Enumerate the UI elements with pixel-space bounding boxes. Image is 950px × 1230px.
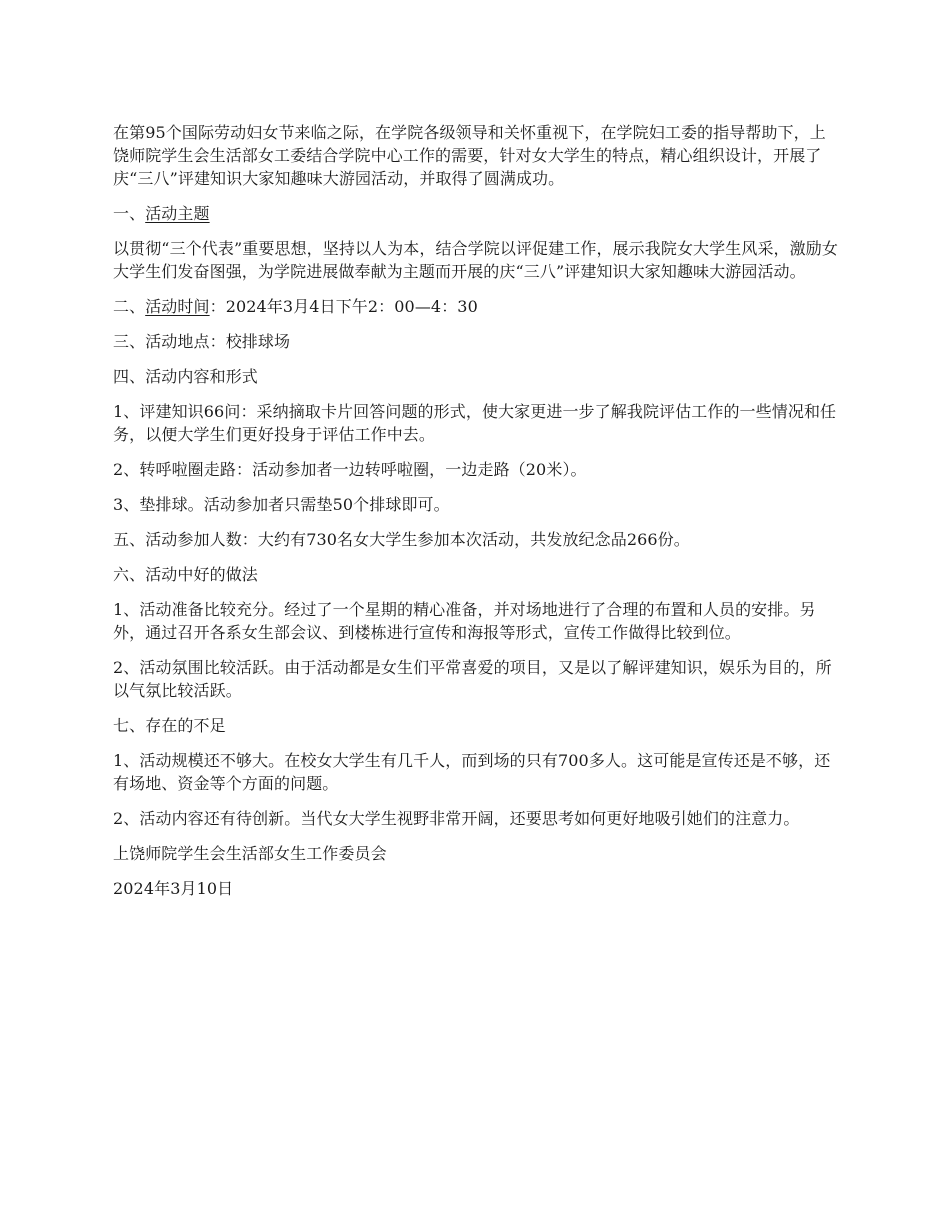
section-4-item-3: 3、垫排球。活动参加者只需垫50个排球即可。 (113, 495, 450, 514)
section-1-body: 以贯彻“三个代表”重要思想，坚持以人为本，结合学院以评促建工作，展示我院女大学生风采，激励女大学生们发奋图强，为学院进展做奉献为主题而开展的庆“三八”评建知识大家知趣味大游园活动。 (113, 239, 838, 281)
section-4-heading: 四、活动内容和形式 (113, 367, 258, 386)
section-1-title: 活动主题 (145, 204, 210, 223)
section-7-item-1: 1、活动规模还不够大。在校女大学生有几千人，而到场的只有700多人。这可能是宣传还是不够，还有场地、资金等个方面的问题。 (113, 751, 831, 793)
section-4-item-2: 2、转呼啦圈走路：活动参加者一边转呼啦圈，一边走路（20米）。 (113, 460, 587, 479)
date: 2024年3月10日 (113, 879, 234, 898)
intro-paragraph: 在第95个国际劳动妇女节来临之际，在学院各级领导和关怀重视下，在学院妇工委的指导帮助下，上饶师院学生会生活部女工委结合学院中心工作的需要，针对女大学生的特点，精心组织设计，开展了庆“三八”评建知识大家知趣味大游园活动，并取得了圆满成功。 (113, 123, 826, 188)
section-1-prefix: 一、 (113, 204, 146, 223)
section-6-item-2: 2、活动氛围比较活跃。由于活动都是女生们平常喜爱的项目，又是以了解评建知识，娱乐为目的，所以气氛比较活跃。 (113, 658, 832, 700)
section-7-heading: 七、存在的不足 (113, 716, 226, 735)
section-7-item-2: 2、活动内容还有待创新。当代女大学生视野非常开阔，还要思考如何更好地吸引她们的注意力。 (113, 809, 800, 828)
signature: 上饶师院学生会生活部女生工作委员会 (113, 844, 387, 863)
section-6-item-1: 1、活动准备比较充分。经过了一个星期的精心准备，并对场地进行了合理的布置和人员的安排。另外，通过召开各系女生部会议、到楼栋进行宣传和海报等形式，宣传工作做得比较到位。 (113, 600, 816, 642)
section-4-item-1: 1、评建知识66问：采纳摘取卡片回答问题的形式，使大家更进一步了解我院评估工作的一些情况和任务，以便大学生们更好投身于评估工作中去。 (113, 402, 837, 444)
section-2-value: ：2024年3月4日下午2：00—4：30 (209, 297, 478, 316)
section-6-heading: 六、活动中好的做法 (113, 565, 258, 584)
document-body (113, 121, 841, 912)
section-5-line: 五、活动参加人数：大约有730名女大学生参加本次活动，共发放纪念品266份。 (113, 530, 690, 549)
section-2-title: 活动时间 (145, 297, 210, 316)
section-3-line: 三、活动地点：校排球场 (113, 332, 291, 351)
section-2-prefix: 二、 (113, 297, 146, 316)
section-1-heading (113, 202, 841, 225)
section-2-line (113, 295, 841, 318)
